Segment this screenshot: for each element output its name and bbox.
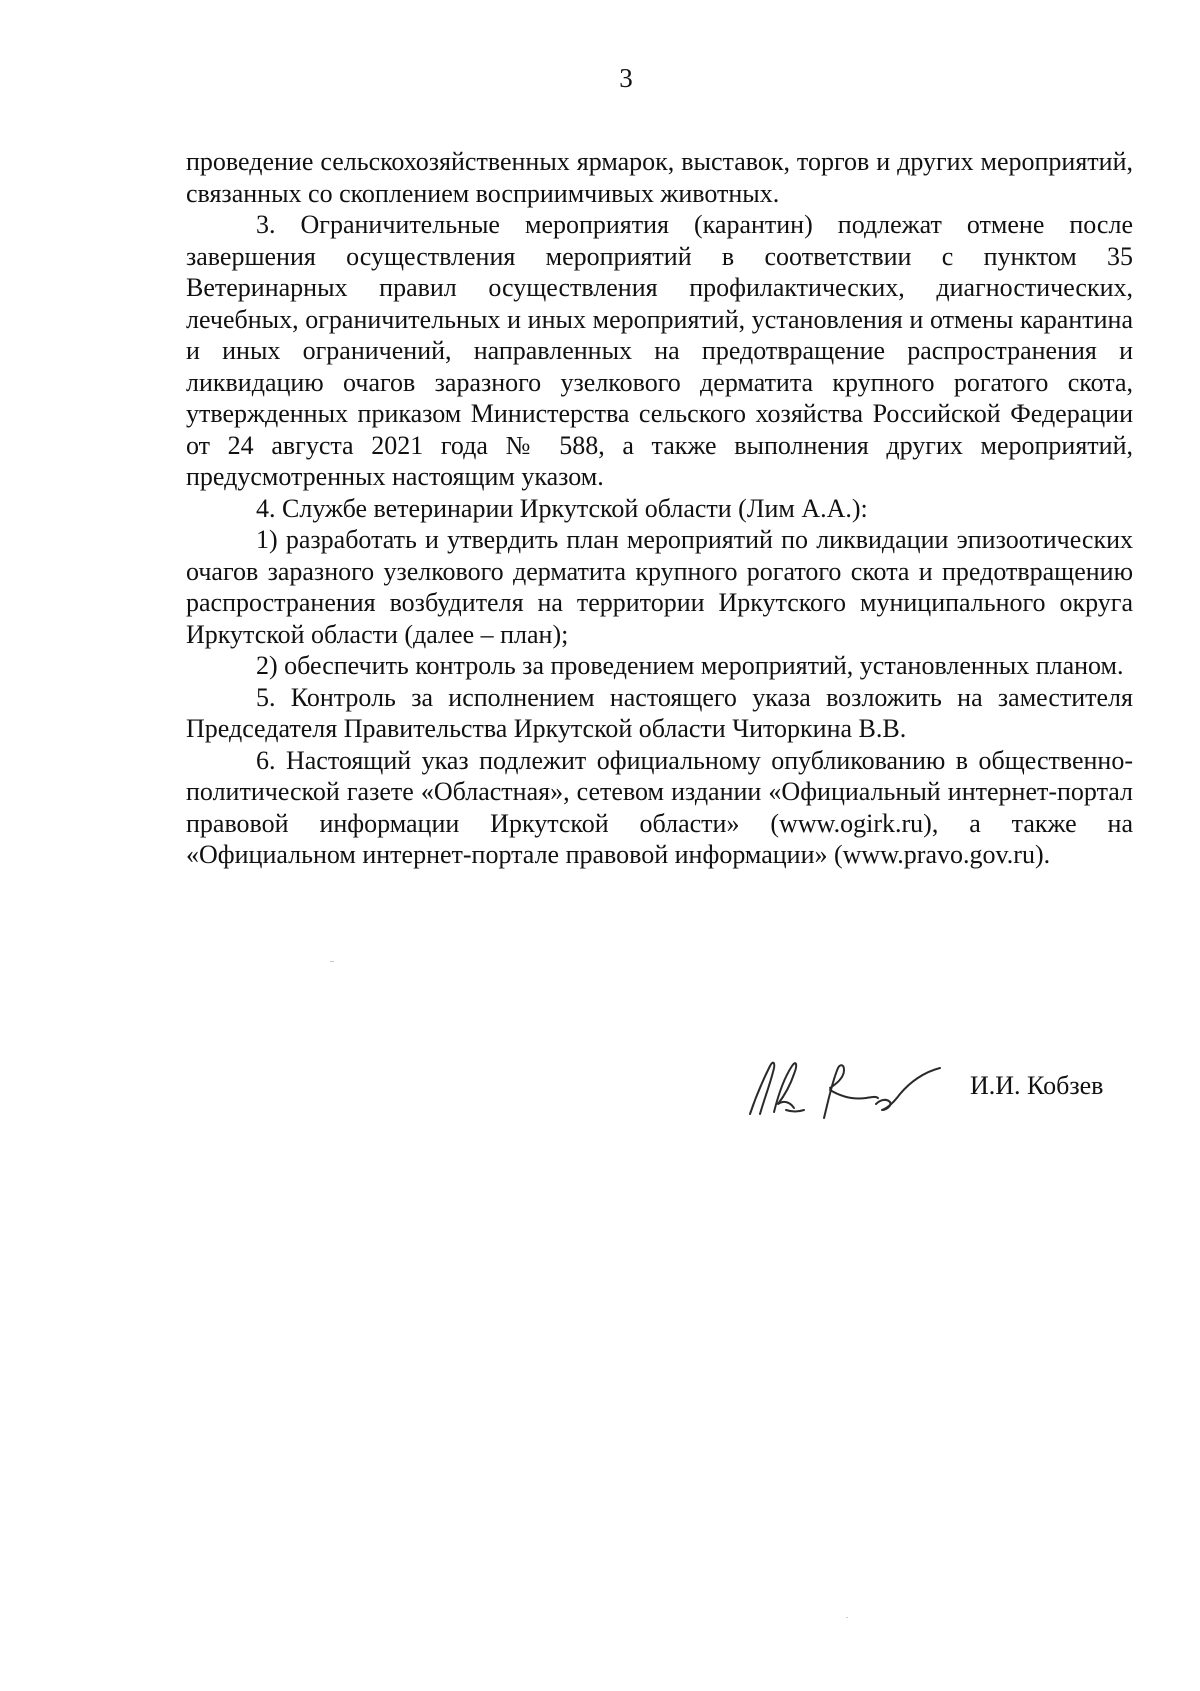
paragraph-item-6: 6. Настоящий указ подлежит официальному опубликованию в общественно-политической газете «Областная», сетевом издании «Официальный интернет-портал правовой информации Иркутской области» (www.ogirk.ru), а также на «Официальном интернет-портале правовой информации» (www.pravo.gov.ru).: [186, 745, 1133, 869]
signature-block: [740, 1052, 1140, 1142]
scan-speck: [846, 1617, 848, 1618]
document-body: [186, 146, 1133, 871]
paragraph-item-4-2: 2) обеспечить контроль за проведением мероприятий, установленных планом.: [256, 651, 1124, 680]
paragraph-item-5: 5. Контроль за исполнением настоящего указа возложить на заместителя Председателя Правительства Иркутской области Читоркина В.В.: [186, 682, 1133, 743]
signer-name: И.И. Кобзев: [970, 1071, 1104, 1100]
paragraph-item-3: 3. Ограничительные мероприятия (карантин) подлежат отмене после завершения осуществления мероприятий в соответствии с пунктом 35 Ветеринарных правил осуществления профилактических, диагностических, лечебных, ограничительных и иных мероприятий, установления и отмены карантина и иных ограничений, направленных на предотвращение распространения и ликвидацию очагов заразного узелкового дерматита крупного рогатого скота, утвержденных приказом Министерства сельского хозяйства Российской Федерации от 24 августа 2021 года № 588, а также выполнения других мероприятий, предусмотренных настоящим указом.: [186, 210, 1133, 491]
paragraph-item-4-1: 1) разработать и утвердить план мероприятий по ликвидации эпизоотических очагов заразного узелкового дерматита крупного рогатого скота и предотвращению распространения возбудителя на территории Иркутского муниципального округа Иркутской области (далее – план);: [186, 525, 1133, 649]
paragraph-item-4: 4. Службе ветеринарии Иркутской области (Лим А.А.):: [256, 493, 868, 523]
page-number: 3: [619, 63, 633, 93]
paragraph-continuation: проведение сельскохозяйственных ярмарок, выставок, торгов и других мероприятий, связанных со скоплением восприимчивых животных.: [186, 147, 1133, 208]
scan-speck: [330, 961, 334, 962]
handwritten-signature-icon: [740, 1052, 945, 1132]
